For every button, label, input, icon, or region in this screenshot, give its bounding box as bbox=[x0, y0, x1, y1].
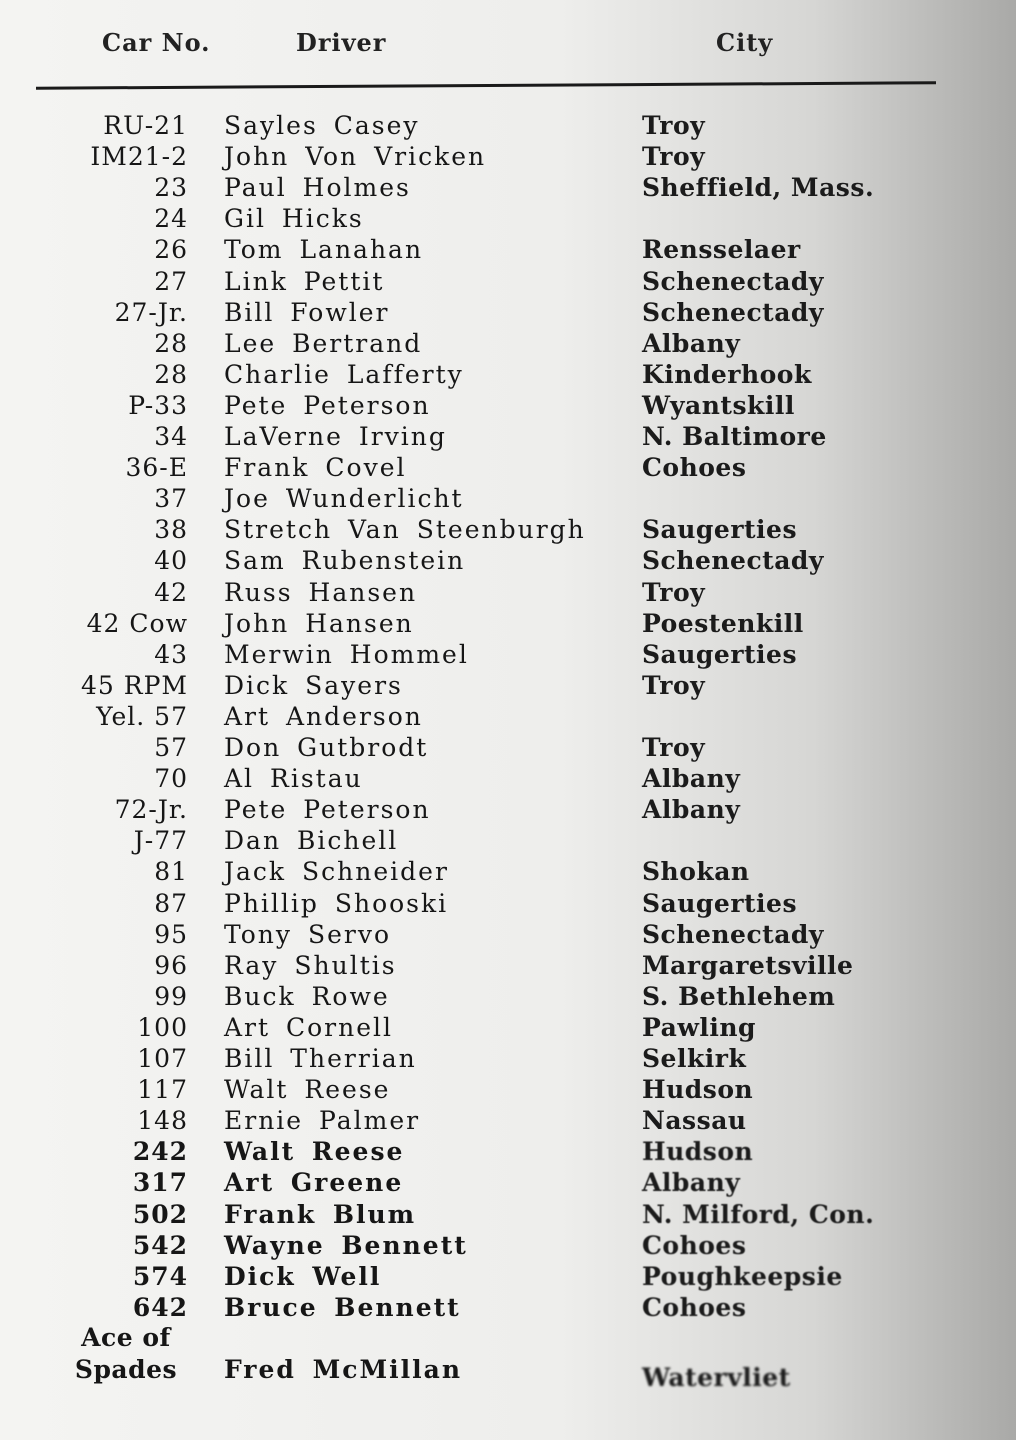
car-number: 87 bbox=[154, 888, 188, 918]
driver-row bbox=[0, 950, 1016, 981]
driver-city: Troy bbox=[642, 577, 706, 607]
driver-row bbox=[0, 390, 1016, 421]
driver-name: Al Ristau bbox=[224, 764, 363, 794]
car-number: 43 bbox=[154, 639, 188, 669]
driver-name: Art Anderson bbox=[224, 701, 423, 731]
driver-row bbox=[0, 608, 1016, 639]
driver-name: Phillip Shooski bbox=[224, 888, 449, 918]
car-number: 28 bbox=[154, 328, 188, 358]
driver-name: Dick Sayers bbox=[224, 670, 403, 700]
driver-name: Frank Blum bbox=[224, 1199, 417, 1229]
driver-city: Albany bbox=[642, 328, 741, 358]
driver-row bbox=[0, 919, 1016, 950]
driver-city: Wyantskill bbox=[642, 390, 795, 420]
driver-name: Merwin Hommel bbox=[224, 639, 469, 669]
car-number: 317 bbox=[132, 1168, 188, 1198]
car-number: 542 bbox=[132, 1230, 188, 1260]
driver-city: Rensselaer bbox=[642, 235, 801, 265]
car-number: 574 bbox=[132, 1261, 188, 1291]
driver-name: Pete Peterson bbox=[224, 390, 431, 420]
driver-name: Sayles Casey bbox=[224, 111, 420, 140]
car-number: 27 bbox=[154, 266, 188, 296]
driver-city: Albany bbox=[642, 1168, 741, 1198]
driver-city: Sheffield, Mass. bbox=[642, 173, 875, 203]
driver-row bbox=[0, 1136, 1016, 1167]
driver-city: Kinderhook bbox=[642, 359, 812, 389]
car-number: 37 bbox=[154, 484, 188, 514]
car-number: 24 bbox=[154, 204, 188, 234]
driver-row bbox=[0, 794, 1016, 825]
car-number: 96 bbox=[154, 950, 188, 980]
driver-city: N. Milford, Con. bbox=[642, 1199, 875, 1229]
driver-row bbox=[0, 514, 1016, 545]
driver-row bbox=[0, 1012, 1016, 1043]
car-number: Yel. 57 bbox=[96, 701, 188, 731]
driver-city: Watervliet bbox=[642, 1363, 791, 1392]
driver-row bbox=[0, 577, 1016, 608]
driver-name: Wayne Bennett bbox=[224, 1230, 468, 1260]
car-number: 70 bbox=[154, 764, 188, 794]
driver-row bbox=[0, 981, 1016, 1012]
driver-row bbox=[0, 203, 1016, 234]
driver-city: Troy bbox=[642, 670, 706, 700]
driver-city: Schenectady bbox=[642, 919, 824, 949]
driver-row bbox=[0, 888, 1016, 919]
car-number: 42 bbox=[154, 577, 188, 607]
driver-city: Schenectady bbox=[642, 266, 824, 296]
driver-row bbox=[0, 825, 1016, 856]
driver-row bbox=[0, 421, 1016, 452]
car-number: IM21-2 bbox=[90, 142, 188, 172]
driver-row bbox=[0, 1105, 1016, 1136]
car-number: 117 bbox=[137, 1075, 188, 1105]
header-city: City bbox=[716, 28, 774, 57]
driver-city: Hudson bbox=[642, 1075, 754, 1105]
driver-city: Saugerties bbox=[642, 639, 798, 669]
driver-name: Tom Lanahan bbox=[224, 235, 424, 265]
driver-name: Ray Shultis bbox=[224, 950, 397, 980]
driver-row bbox=[0, 1043, 1016, 1074]
car-number: RU-21 bbox=[103, 111, 188, 140]
header-driver: Driver bbox=[296, 28, 387, 57]
driver-city: Saugerties bbox=[642, 888, 798, 918]
driver-row bbox=[0, 732, 1016, 763]
driver-name: Art Cornell bbox=[224, 1012, 394, 1042]
driver-row bbox=[0, 1292, 1016, 1323]
header-car-no: Car No. bbox=[102, 28, 211, 57]
car-number: 100 bbox=[137, 1012, 188, 1042]
driver-row bbox=[0, 1199, 1016, 1230]
driver-name: Bruce Bennett bbox=[224, 1292, 461, 1322]
driver-name: Link Pettit bbox=[224, 266, 385, 296]
driver-name: Stretch Van Steenburgh bbox=[224, 515, 586, 545]
car-number: 148 bbox=[137, 1106, 188, 1136]
driver-name: LaVerne Irving bbox=[224, 422, 447, 451]
car-number: 107 bbox=[137, 1044, 188, 1073]
driver-row bbox=[0, 234, 1016, 265]
driver-city: Poughkeepsie bbox=[642, 1261, 843, 1291]
driver-name: Lee Bertrand bbox=[224, 328, 423, 358]
driver-row bbox=[0, 328, 1016, 359]
car-number: 40 bbox=[154, 546, 188, 576]
driver-row bbox=[0, 297, 1016, 328]
driver-city: Troy bbox=[642, 733, 706, 762]
car-number: 99 bbox=[154, 981, 188, 1011]
driver-name: Ernie Palmer bbox=[224, 1106, 421, 1136]
driver-city: Shokan bbox=[642, 857, 750, 887]
driver-row bbox=[0, 359, 1016, 390]
driver-city: Albany bbox=[642, 764, 741, 794]
driver-row bbox=[0, 172, 1016, 203]
driver-name: Sam Rubenstein bbox=[224, 546, 466, 576]
driver-row bbox=[0, 1230, 1016, 1261]
car-number: J-77 bbox=[133, 826, 188, 856]
header-rule bbox=[36, 81, 936, 89]
driver-row bbox=[0, 701, 1016, 732]
car-number: 81 bbox=[154, 857, 188, 887]
car-number: 27-Jr. bbox=[114, 297, 188, 327]
driver-city: Schenectady bbox=[642, 297, 824, 327]
driver-city: Saugerties bbox=[642, 515, 798, 545]
driver-row bbox=[0, 483, 1016, 514]
car-number: 38 bbox=[154, 515, 188, 545]
car-number: 42 Cow bbox=[86, 608, 188, 638]
car-number: 23 bbox=[154, 173, 188, 203]
driver-row bbox=[0, 266, 1016, 297]
driver-name: Joe Wunderlicht bbox=[224, 484, 464, 514]
car-number: 34 bbox=[154, 422, 188, 451]
driver-row bbox=[0, 670, 1016, 701]
driver-city: Nassau bbox=[642, 1106, 747, 1136]
driver-name: Fred McMillan bbox=[224, 1355, 463, 1384]
car-number: 26 bbox=[154, 235, 188, 265]
driver-row bbox=[0, 1167, 1016, 1198]
driver-name: Buck Rowe bbox=[224, 981, 390, 1011]
driver-name: Bill Fowler bbox=[224, 297, 390, 327]
car-number: 642 bbox=[132, 1292, 188, 1322]
driver-row bbox=[0, 545, 1016, 576]
driver-city: Troy bbox=[642, 111, 706, 140]
driver-name: Walt Reese bbox=[224, 1137, 405, 1167]
driver-city: Schenectady bbox=[642, 546, 824, 576]
driver-city: N. Baltimore bbox=[642, 422, 827, 451]
driver-name: Walt Reese bbox=[224, 1075, 391, 1105]
car-number: 36-E bbox=[125, 453, 188, 483]
driver-row bbox=[0, 141, 1016, 172]
driver-city: Hudson bbox=[642, 1137, 754, 1167]
car-number: 95 bbox=[154, 919, 188, 949]
driver-name: John Hansen bbox=[224, 608, 414, 638]
driver-city: Cohoes bbox=[642, 1292, 747, 1322]
car-number: 502 bbox=[132, 1199, 188, 1229]
driver-name: Pete Peterson bbox=[224, 795, 431, 825]
car-number: 72-Jr. bbox=[114, 795, 188, 825]
driver-row bbox=[0, 1074, 1016, 1105]
driver-city: Pawling bbox=[642, 1012, 756, 1042]
car-number: 57 bbox=[154, 733, 188, 762]
driver-name: Tony Servo bbox=[224, 919, 392, 949]
driver-name: Jack Schneider bbox=[224, 857, 449, 887]
car-number: 45 RPM bbox=[80, 670, 188, 700]
driver-row bbox=[0, 856, 1016, 887]
driver-name: Gil Hicks bbox=[224, 204, 364, 234]
driver-name: Bill Therrian bbox=[224, 1044, 417, 1073]
driver-row bbox=[0, 639, 1016, 670]
driver-row bbox=[0, 763, 1016, 794]
driver-city: Selkirk bbox=[642, 1044, 747, 1073]
driver-city: Albany bbox=[642, 795, 741, 825]
driver-name: Charlie Lafferty bbox=[224, 359, 464, 389]
car-number-last: Ace of Spades bbox=[74, 1323, 178, 1384]
driver-name: Frank Covel bbox=[224, 453, 407, 483]
driver-row bbox=[0, 452, 1016, 483]
car-number: P-33 bbox=[128, 390, 188, 420]
driver-city: Cohoes bbox=[642, 1230, 747, 1260]
driver-city: Poestenkill bbox=[642, 608, 804, 638]
driver-name: Dan Bichell bbox=[224, 826, 399, 856]
driver-row bbox=[0, 110, 1016, 141]
driver-city: Cohoes bbox=[642, 453, 747, 483]
driver-name: Russ Hansen bbox=[224, 577, 418, 607]
driver-name: John Von Vricken bbox=[224, 142, 487, 172]
driver-city: S. Bethlehem bbox=[642, 981, 836, 1011]
car-number: 242 bbox=[132, 1137, 188, 1167]
driver-city: Margaretsville bbox=[642, 950, 854, 980]
driver-name: Paul Holmes bbox=[224, 173, 411, 203]
driver-row bbox=[0, 1261, 1016, 1292]
driver-city: Troy bbox=[642, 142, 706, 172]
driver-name: Dick Well bbox=[224, 1261, 382, 1291]
car-number: 28 bbox=[154, 359, 188, 389]
driver-name: Don Gutbrodt bbox=[224, 733, 429, 762]
driver-name: Art Greene bbox=[224, 1168, 404, 1198]
